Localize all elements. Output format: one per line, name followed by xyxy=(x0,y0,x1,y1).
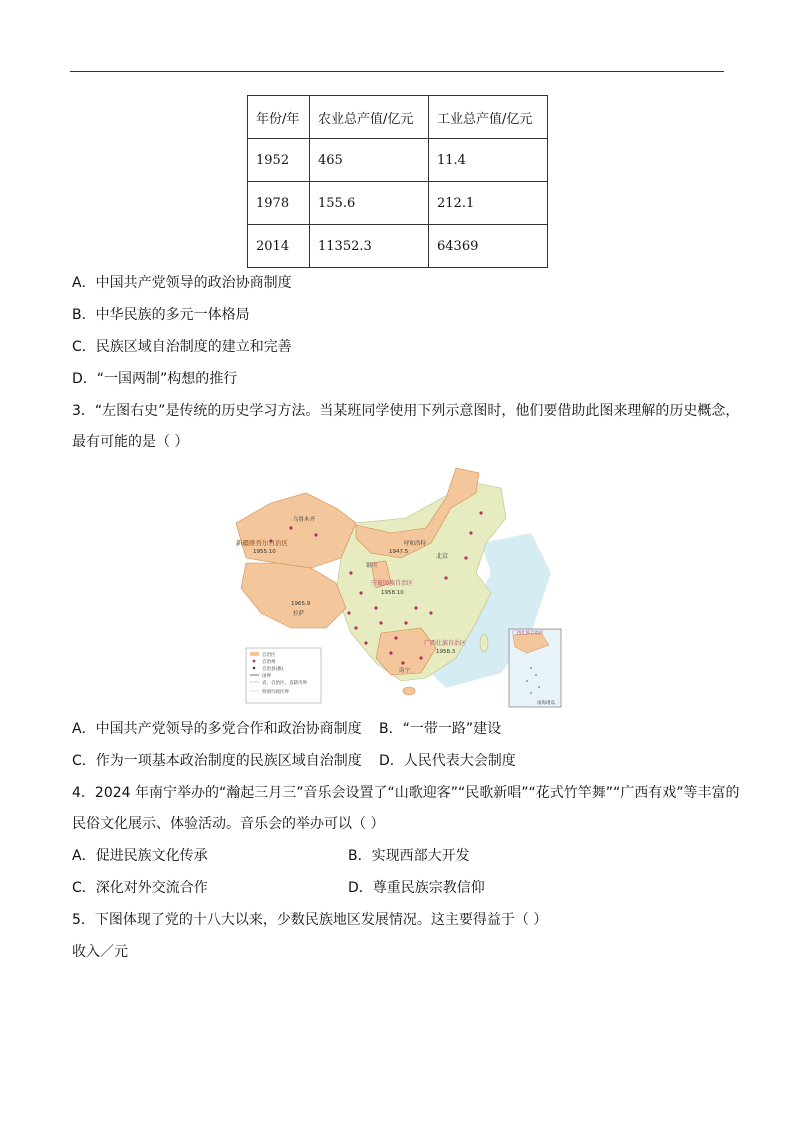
map-label-guangxi-date: 1958.3 xyxy=(436,649,456,655)
q2-option-d[interactable]: D．“一国两制”构想的推行 xyxy=(72,371,238,387)
table-cell: 11352.3 xyxy=(310,225,429,268)
map-label-neimeng-date: 1947.5 xyxy=(389,549,409,555)
q2-option-c[interactable]: C．民族区域自治制度的建立和完善 xyxy=(72,339,292,355)
table-cell: 1952 xyxy=(248,139,310,182)
q3-option-c[interactable]: C．作为一项基本政治制度的民族区域自治制度 xyxy=(72,753,362,769)
table-header-cell: 工业总产值/亿元 xyxy=(429,96,548,139)
map-label-urumqi: 乌鲁木齐 xyxy=(293,517,316,523)
q3-stem-line2: 最有可能的是（ ） xyxy=(72,434,189,450)
q2-option-b[interactable]: B．中华民族的多元一体格局 xyxy=(72,307,250,323)
table-row xyxy=(248,139,548,182)
map-label-tibet-date: 1965.9 xyxy=(291,601,311,607)
table-cell: 212.1 xyxy=(429,182,548,225)
map-inset xyxy=(509,629,561,707)
map-label-yinchuan: 银川 xyxy=(366,563,378,569)
table-cell: 155.6 xyxy=(310,182,429,225)
map-label-xinjiang: 新疆维吾尔自治区 xyxy=(236,539,288,547)
table-cell: 1978 xyxy=(248,182,310,225)
q4-stem-line1: 4．2024 年南宁举办的“瀚起三月三”音乐会设置了“山歌迎客”“民歌新唱”“花式竹竿舞”“广西有戏”等丰富的 xyxy=(72,785,740,801)
legend-item: 国界 xyxy=(262,674,271,679)
legend-item: 自治区 xyxy=(262,653,276,658)
legend-item: 特别行政区界 xyxy=(262,690,289,695)
inset-caption: 南海诸岛 xyxy=(537,701,555,706)
q3-option-b[interactable]: B．“一带一路”建设 xyxy=(379,721,502,737)
ethnic-autonomy-map xyxy=(231,463,564,709)
table-cell: 11.4 xyxy=(429,139,548,182)
map-label-lhasa: 拉萨 xyxy=(293,611,305,617)
output-value-table xyxy=(247,95,548,268)
header-rule xyxy=(70,71,724,72)
legend-item: 自治州 xyxy=(262,660,276,665)
table-row xyxy=(248,225,548,268)
map-label-nanning: 南宁 xyxy=(399,668,411,674)
q5-stem: 5．下图体现了党的十八大以来，少数民族地区发展情况。这主要得益于（ ） xyxy=(72,912,548,928)
table-header-cell: 农业总产值/亿元 xyxy=(310,96,429,139)
map-label-ningxia: 宁夏回族自治区 xyxy=(371,580,414,587)
inset-title: 广西壮族自治区 xyxy=(512,631,544,636)
q4-stem-line2: 民俗文化展示、体验活动。音乐会的举办可以（ ） xyxy=(72,816,385,832)
map-label-hohhot: 呼和浩特 xyxy=(404,541,427,547)
q2-option-a[interactable]: A．中国共产党领导的政治协商制度 xyxy=(72,275,292,291)
map-label-ningxia-date: 1958.10 xyxy=(381,590,404,596)
table-header-cell: 年份/年 xyxy=(248,96,310,139)
table-row xyxy=(248,182,548,225)
q4-option-d[interactable]: D．尊重民族宗教信仰 xyxy=(348,880,485,896)
table-header-row xyxy=(248,96,548,139)
legend-item: 自治县(旗) xyxy=(262,667,284,672)
q4-option-b[interactable]: B．实现西部大开发 xyxy=(348,848,470,864)
q3-option-d[interactable]: D．人民代表大会制度 xyxy=(379,753,516,769)
table-cell: 64369 xyxy=(429,225,548,268)
table-cell: 465 xyxy=(310,139,429,182)
q3-stem-line1: 3．“左图右史”是传统的历史学习方法。当某班同学使用下列示意图时，他们要借助此图来理解的历史概念， xyxy=(72,403,740,419)
map-legend xyxy=(246,648,321,703)
q4-option-a[interactable]: A．促进民族文化传承 xyxy=(72,848,208,864)
q5-chart-ylabel: 收入／元 xyxy=(72,944,128,960)
map-label-xinjiang-date: 1955.10 xyxy=(253,549,276,555)
q4-option-c[interactable]: C．深化对外交流合作 xyxy=(72,880,208,896)
table-cell: 2014 xyxy=(248,225,310,268)
q3-option-a[interactable]: A．中国共产党领导的多党合作和政治协商制度 xyxy=(72,721,362,737)
map-label-guangxi: 广西壮族自治区 xyxy=(424,640,467,647)
map-label-beijing: 北京 xyxy=(436,553,449,560)
legend-item: 省、自治区、直辖市界 xyxy=(262,681,307,686)
